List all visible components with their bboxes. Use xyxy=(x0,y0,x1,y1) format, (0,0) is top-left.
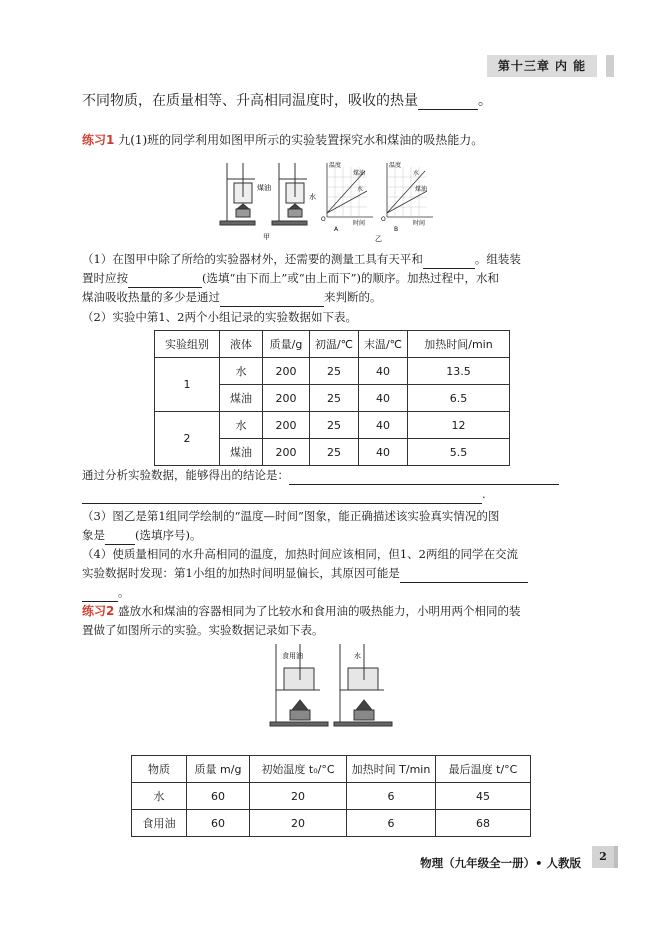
footer-book-title: 物理（九年级全一册）• 人教版 xyxy=(420,856,581,870)
ex1-figure xyxy=(215,157,455,243)
ex1-table xyxy=(154,330,510,466)
ex1-stem: 九(1)班的同学利用如图甲所示的实验装置探究水和煤油的吸热能力。 xyxy=(118,133,484,147)
page-number-edge xyxy=(614,846,618,868)
ex2-label: 练习2 xyxy=(82,604,115,618)
graph-b-line1: 水 xyxy=(413,170,420,177)
ex2-figure xyxy=(268,640,398,732)
ex1-q1-line2: 置时应按 (选填“由下而上”或“由上而下”)的顺序。加热过程中，水和 xyxy=(82,269,582,288)
intro-text: 不同物质，在质量相等、升高相同温度时，吸收的热量 xyxy=(82,93,418,109)
table-row: 1 水 200 25 40 13.5 xyxy=(155,358,510,385)
table-row: 食用油 60 20 6 68 xyxy=(132,810,531,837)
q1-blank-tool[interactable] xyxy=(423,255,475,269)
ex2-table xyxy=(131,755,531,837)
table-row: 水 60 20 6 45 xyxy=(132,783,531,810)
ex1-q1-line1: （1）在图甲中除了所给的实验器材外，还需要的测量工具有天平和 。组装装 xyxy=(82,250,582,269)
q4-line1: （4）使质量相同的水升高相同的温度，加热时间应该相同，但1、2两组的同学在交流 xyxy=(82,547,518,561)
group-id: 1 xyxy=(155,358,220,412)
fig-label-water: 水 xyxy=(309,193,316,201)
th-heat-time: 加热时间/min xyxy=(408,331,510,358)
conclusion-blank-2[interactable] xyxy=(82,490,482,504)
graph-a-line1: 煤油 xyxy=(353,170,366,177)
q4-blank-1[interactable] xyxy=(400,569,528,583)
intro-line xyxy=(82,90,492,110)
chapter-tab: 第十三章 内 能 xyxy=(487,55,597,77)
graph-a-origin: O xyxy=(321,216,326,223)
q3-line1: （3）图乙是第1组同学绘制的“温度—时间”图象，能正确描述该实验真实情况的图 xyxy=(82,509,500,523)
th-final-temp: 最后温度 t/°C xyxy=(436,756,531,783)
ex1-q3: （3）图乙是第1组同学绘制的“温度—时间”图象，能正确描述该实验真实情况的图 象是 (选填序号)。 xyxy=(82,507,582,545)
q1-blank-method[interactable] xyxy=(220,293,324,307)
apparatus-water xyxy=(272,163,307,225)
graph-a-ylabel: 温度 xyxy=(329,162,342,169)
table-row: 煤油 200 25 40 5.5 xyxy=(155,439,510,466)
chapter-tab-edge xyxy=(606,55,614,77)
th-final-temp: 末温/℃ xyxy=(359,331,408,358)
table-header-row xyxy=(155,331,510,358)
apparatus-kerosene xyxy=(220,163,255,225)
ex1-q1 xyxy=(82,250,582,307)
ex1-q1-line3: 煤油吸收热量的多少是通过 来判断的。 xyxy=(82,288,582,307)
graph-a-name: A xyxy=(334,226,339,233)
graph-a-xlabel: 时间 xyxy=(353,220,366,227)
group-id: 2 xyxy=(155,412,220,466)
ex1-conclusion: 通过分析实验数据，能够得出的结论是： . xyxy=(82,466,582,504)
th-init-temp: 初始温度 t₀/°C xyxy=(250,756,347,783)
fig2-label-water: 水 xyxy=(354,652,361,660)
fig-label-jia: 甲 xyxy=(263,233,270,241)
table-row: 煤油 200 25 40 6.5 xyxy=(155,385,510,412)
fig-label-kerosene: 煤油 xyxy=(257,184,271,192)
ex1-q4: （4）使质量相同的水升高相同的温度，加热时间应该相同，但1、2两组的同学在交流 实验数据时发现：第1小组的加热时间明显偏长，其原因可能是 。 xyxy=(82,545,587,602)
fig-label-yi: 乙 xyxy=(375,235,382,243)
table-header-row xyxy=(132,756,531,783)
ex1-q2: （2）实验中第1、2两个小组记录的实验数据如下表。 xyxy=(82,310,357,324)
graph-b-origin: O xyxy=(381,216,386,223)
graph-a xyxy=(327,163,373,217)
th-substance: 物质 xyxy=(132,756,187,783)
graph-b-xlabel: 时间 xyxy=(413,220,426,227)
th-heat-time: 加热时间 T/min xyxy=(347,756,436,783)
table-row: 2 水 200 25 40 12 xyxy=(155,412,510,439)
graph-a-line2: 水 xyxy=(357,186,364,193)
conclusion-blank-1[interactable] xyxy=(289,471,559,485)
graph-b-ylabel: 温度 xyxy=(389,162,402,169)
page-number: 2 xyxy=(592,846,614,868)
intro-tail: 。 xyxy=(478,93,492,109)
conclusion-text: 通过分析实验数据，能够得出的结论是： xyxy=(82,468,289,482)
th-group: 实验组别 xyxy=(155,331,220,358)
q3-blank[interactable] xyxy=(105,531,135,545)
th-init-temp: 初温/℃ xyxy=(310,331,359,358)
th-mass: 质量/g xyxy=(263,331,310,358)
graph-b-line2: 煤油 xyxy=(415,186,428,193)
q1-blank-order[interactable] xyxy=(128,274,202,288)
graph-b-name: B xyxy=(394,226,399,233)
ex1-stem-line xyxy=(82,131,483,150)
fig2-label-oil: 食用油 xyxy=(282,652,303,660)
th-mass: 质量 m/g xyxy=(187,756,250,783)
ex2-stem: 练习2 盛放水和煤油的容器相同为了比较水和食用油的吸热能力，小明用两个相同的装 置做了如图所示的实验。实验数据记录如下表。 xyxy=(82,604,521,637)
q4-blank-2[interactable] xyxy=(82,588,118,602)
ex1-label: 练习1 xyxy=(82,133,115,147)
th-liquid: 液体 xyxy=(220,331,263,358)
intro-blank[interactable] xyxy=(418,94,478,110)
